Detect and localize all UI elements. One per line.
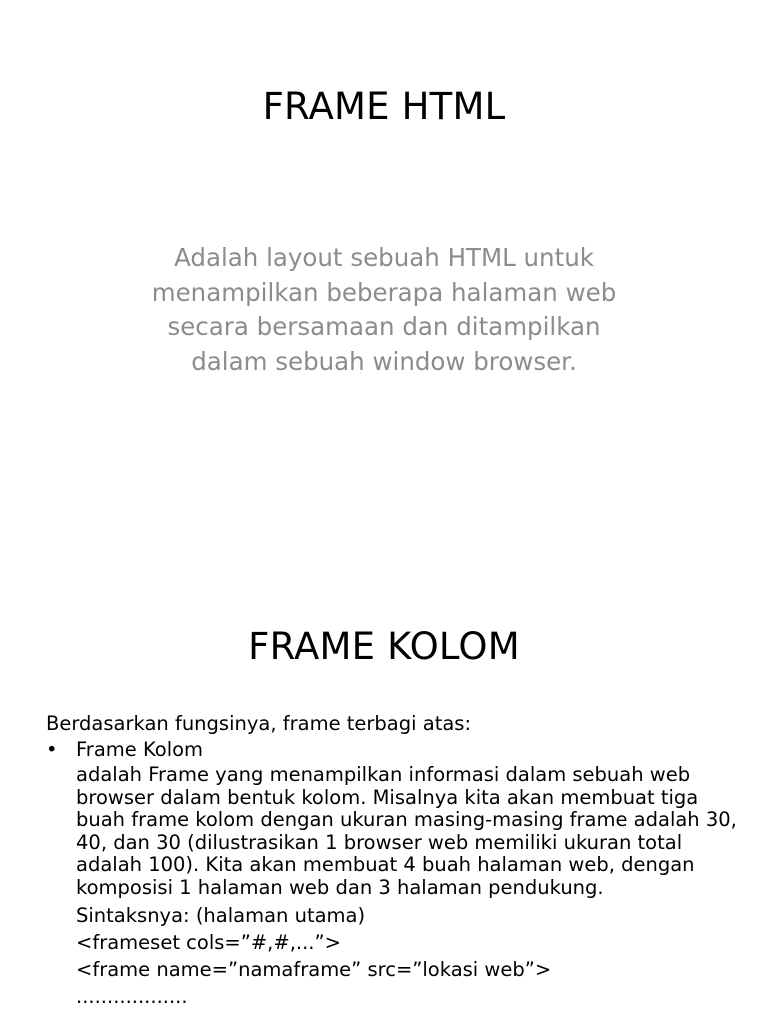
slide-title: FRAME KOLOM <box>248 625 520 668</box>
description-line: komposisi 1 halaman web dan 3 halaman pendukung. <box>76 875 604 899</box>
description-line: 40, dan 30 (dilustrasikan 1 browser web memiliki ukuran total <box>76 830 683 854</box>
bullet-label: Frame Kolom <box>76 738 204 761</box>
syntax-label: Sintaksnya: (halaman utama) <box>76 904 366 927</box>
subtitle-line: secara bersamaan dan ditampilkan <box>167 312 601 341</box>
subtitle-line: Adalah layout sebuah HTML untuk <box>174 243 594 272</box>
code-line: <frameset cols=”#,#,...”> <box>76 931 341 954</box>
description-line: browser dalam bentuk kolom. Misalnya kita akan membuat tiga <box>76 785 699 809</box>
bullet-item-frame-kolom <box>46 738 746 761</box>
slide-subtitle <box>120 241 648 379</box>
slide-body <box>46 712 746 1008</box>
intro-text: Berdasarkan fungsinya, frame terbagi atas: <box>46 712 472 735</box>
subtitle-line: dalam sebuah window browser. <box>191 346 577 376</box>
slide-frame-kolom <box>0 576 768 1024</box>
code-line: <frame name=”namaframe” src=”lokasi web”> <box>76 958 552 981</box>
slide-title: FRAME HTML <box>262 85 506 128</box>
description-line: adalah Frame yang menampilkan informasi dalam sebuah web <box>76 763 691 786</box>
bullet-icon: • <box>46 738 58 761</box>
subtitle-line: menampilkan beberapa halaman web <box>151 277 617 307</box>
description-line: adalah 100). Kita akan membuat 4 buah halaman web, dengan <box>76 853 695 876</box>
code-line: .................. <box>76 985 188 1008</box>
bullet-sub-content <box>46 764 746 1008</box>
description-line: buah frame kolom dengan ukuran masing-masing frame adalah 30, <box>76 808 737 831</box>
